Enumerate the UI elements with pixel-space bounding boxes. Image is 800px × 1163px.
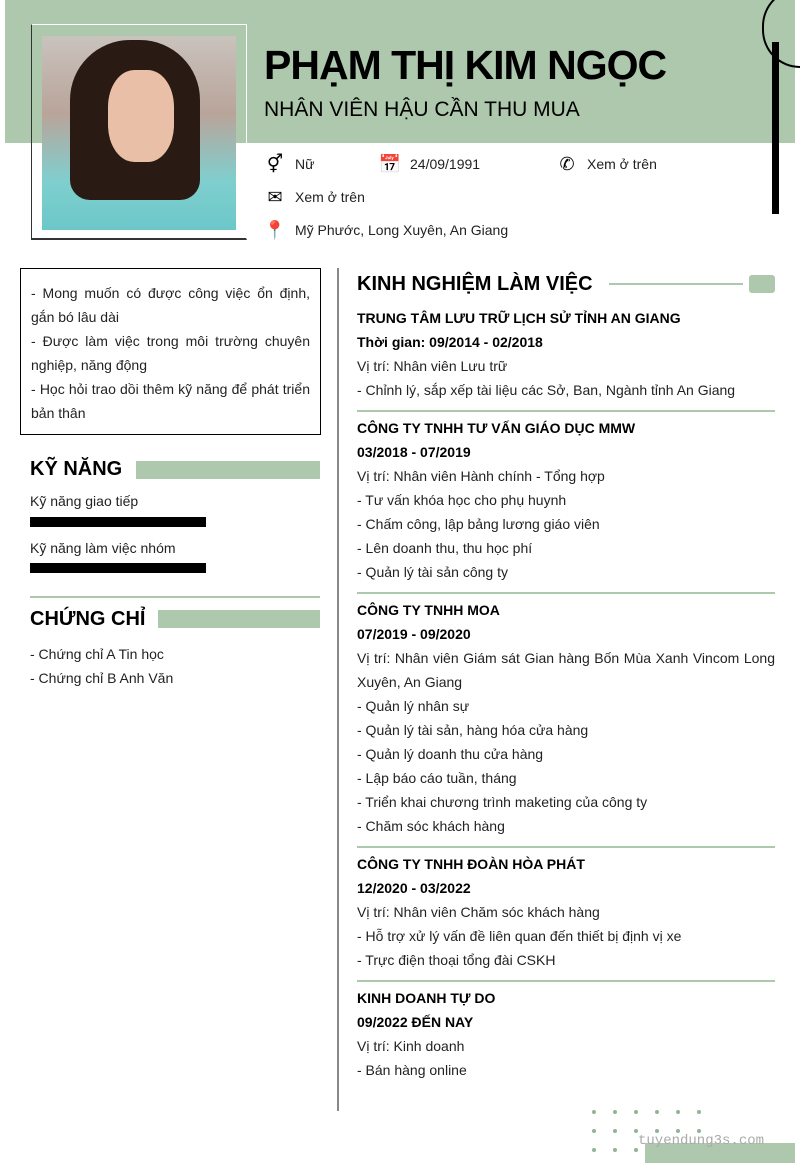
job-entry: [357, 592, 775, 838]
divider: [30, 596, 320, 598]
job-detail: Vị trí: Nhân viên Hành chính - Tổng hợp: [357, 468, 605, 484]
gender-value: Nữ: [295, 156, 315, 172]
job-detail: - Chỉnh lý, sắp xếp tài liệu các Sở, Ban, Ngành tỉnh An Giang: [357, 382, 736, 398]
job-detail: - Quản lý tài sản, hàng hóa cửa hàng: [357, 722, 589, 738]
decor-bar: [772, 42, 779, 214]
envelope-icon: ✉: [267, 186, 283, 207]
decor-dot: [613, 1110, 617, 1114]
job-entry: [357, 980, 775, 1082]
company-name: TRUNG TÂM LƯU TRỮ LỊCH SỬ TỈNH AN GIANG: [357, 310, 681, 326]
decor-dot: [613, 1148, 617, 1152]
location-pin-icon: 📍: [263, 219, 287, 240]
address-value: Mỹ Phước, Long Xuyên, An Giang: [295, 222, 509, 238]
calendar-icon: 📅: [378, 153, 402, 174]
phone-icon: ✆: [559, 153, 575, 174]
decor-dot: [697, 1110, 701, 1114]
job-dates: Thời gian: 09/2014 - 02/2018: [357, 334, 543, 350]
photo-face: [108, 70, 174, 162]
skills-heading: KỸ NĂNG: [30, 458, 123, 480]
candidate-name: PHẠM THỊ KIM NGỌC: [264, 42, 667, 88]
job-detail: - Hỗ trợ xử lý vấn đề liên quan đến thiết bị định vị xe: [357, 928, 682, 944]
cert-item: - Chứng chỉ A Tin học: [30, 646, 164, 662]
job-detail: - Chấm công, lập bảng lương giáo viên: [357, 516, 600, 532]
decor-dot: [592, 1148, 596, 1152]
job-detail: - Trực điện thoại tổng đài CSKH: [357, 952, 556, 968]
job-detail: - Triển khai chương trình maketing của công ty: [357, 794, 648, 810]
job-entry: [357, 410, 775, 584]
job-detail: - Quản lý doanh thu cửa hàng: [357, 746, 544, 762]
objective-line: - Học hỏi trao dồi thêm kỹ năng để phát triển bản thân: [31, 381, 310, 421]
job-detail: - Tư vấn khóa học cho phụ huynh: [357, 492, 567, 508]
experience-heading: KINH NGHIỆM LÀM VIỆC: [357, 272, 593, 295]
phone-info: [557, 154, 657, 174]
job-dates: 07/2019 - 09/2020: [357, 626, 471, 642]
divider: [357, 592, 775, 594]
skill-level-bar: [30, 563, 206, 573]
email-value: Xem ở trên: [295, 189, 365, 205]
objective-box: [20, 268, 321, 435]
divider: [357, 846, 775, 848]
company-name: CÔNG TY TNHH MOA: [357, 602, 500, 618]
certs-heading: CHỨNG CHỈ: [30, 608, 146, 630]
gender-info: [265, 154, 314, 174]
skill-level-bar: [30, 517, 206, 527]
job-detail: Vị trí: Kinh doanh: [357, 1038, 465, 1054]
objective-line: - Được làm việc trong môi trường chuyên nghiệp, năng động: [31, 333, 310, 373]
job-title: NHÂN VIÊN HẬU CẦN THU MUA: [264, 98, 580, 121]
company-name: CÔNG TY TNHH ĐOÀN HÒA PHÁT: [357, 856, 585, 872]
watermark: tuyendung3s.com: [638, 1133, 765, 1149]
briefcase-icon: [749, 275, 775, 293]
decor-dot: [592, 1129, 596, 1133]
job-detail: - Bán hàng online: [357, 1062, 467, 1078]
job-detail: Vị trí: Nhân viên Chăm sóc khách hàng: [357, 904, 600, 920]
decor-dot: [676, 1110, 680, 1114]
job-detail: - Quản lý nhân sự: [357, 698, 470, 714]
job-entry: [357, 846, 775, 972]
job-dates: 03/2018 - 07/2019: [357, 444, 471, 460]
skills-heading-bar: [136, 461, 320, 479]
company-name: CÔNG TY TNHH TƯ VẤN GIÁO DỤC MMW: [357, 420, 636, 436]
heading-rule: [609, 283, 743, 285]
email-info: [265, 187, 365, 207]
job-entry: [357, 306, 775, 402]
job-detail: - Lên doanh thu, thu học phí: [357, 540, 533, 556]
phone-value: Xem ở trên: [587, 156, 657, 172]
certs-list: [30, 642, 173, 690]
job-dates: 12/2020 - 03/2022: [357, 880, 471, 896]
address-info: [265, 220, 508, 240]
objective-line: - Mong muốn có được công việc ổn định, gắn bó lâu dài: [31, 285, 310, 325]
experience-section: [357, 270, 775, 1082]
birthday-value: 24/09/1991: [410, 156, 481, 172]
divider: [357, 980, 775, 982]
decor-dot: [592, 1110, 596, 1114]
divider: [357, 410, 775, 412]
column-divider: [337, 268, 339, 1111]
job-dates: 09/2022 ĐẾN NAY: [357, 1014, 474, 1030]
job-detail: Vị trí: Nhân viên Lưu trữ: [357, 358, 508, 374]
job-detail: - Lập báo cáo tuần, tháng: [357, 770, 517, 786]
decor-dot: [655, 1110, 659, 1114]
cert-item: - Chứng chỉ B Anh Văn: [30, 670, 174, 686]
job-detail: - Chăm sóc khách hàng: [357, 818, 505, 834]
birthday-info: [380, 154, 480, 174]
decor-dot: [634, 1110, 638, 1114]
gender-icon: ⚥: [266, 153, 284, 174]
decor-dot: [613, 1129, 617, 1133]
skill-label: Kỹ năng làm việc nhóm: [30, 540, 176, 556]
company-name: KINH DOANH TỰ DO: [357, 990, 496, 1006]
job-detail: Vị trí: Nhân viên Giám sát Gian hàng Bốn Mùa Xanh Vincom Long Xuyên, An Giang: [357, 650, 775, 690]
skill-label: Kỹ năng giao tiếp: [30, 493, 139, 509]
certs-heading-bar: [158, 610, 320, 628]
job-detail: - Quản lý tài sản công ty: [357, 564, 508, 580]
